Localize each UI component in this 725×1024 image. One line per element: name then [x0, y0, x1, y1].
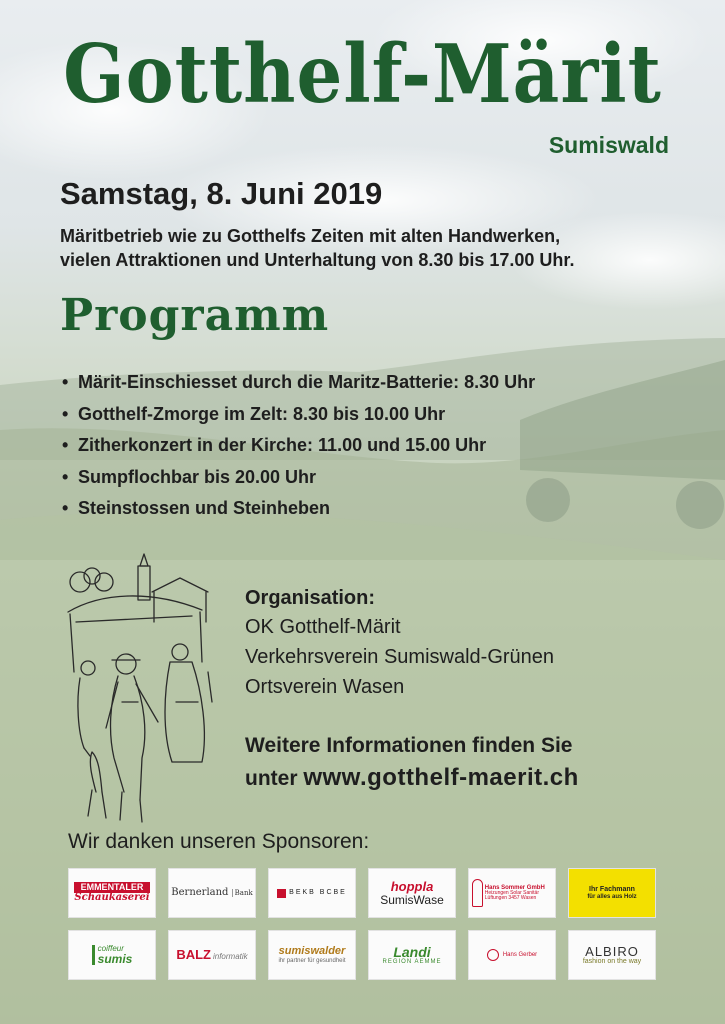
- emmentaler-logo: [68, 868, 156, 918]
- bullet-icon: •: [62, 466, 69, 487]
- bullet-icon: •: [62, 372, 69, 392]
- programm-list: [62, 368, 535, 526]
- organisation-line: Verkehrsverein Sumiswald-Grünen: [245, 646, 555, 668]
- sponsor-name: hoppla: [390, 878, 434, 894]
- list-item: [62, 368, 535, 400]
- coiffeur-sumis-logo: [68, 930, 156, 980]
- info-url-line: [245, 762, 579, 795]
- list-item-text: Märit-Einschiesset durch die Maritz-Batterie: 8.30 Uhr: [78, 372, 536, 392]
- sponsor-name: EMMENTALER: [74, 882, 149, 893]
- albiro-logo: [568, 930, 656, 980]
- bullet-icon: •: [62, 403, 69, 424]
- list-item-text: Steinstossen und Steinheben: [78, 498, 331, 518]
- intro-line-2: vielen Attraktionen und Unterhaltung von 8.30 bis 17.00 Uhr.: [60, 250, 575, 270]
- sponsor-tagline: für alles aus Holz: [587, 893, 637, 900]
- organisation-heading: Organisation:: [245, 587, 376, 609]
- sponsor-tagline: Schaukäserei: [74, 892, 150, 904]
- bullet-icon: •: [62, 498, 69, 518]
- sponsor-name: BEKB BCBE: [289, 889, 347, 897]
- hoppla-logo: [368, 868, 456, 918]
- worker-figure-icon: [472, 879, 483, 907]
- bekb-logo: [268, 868, 356, 918]
- gerber-mark-icon: [487, 949, 499, 961]
- bullet-icon: •: [62, 435, 69, 455]
- event-intro: [60, 224, 574, 272]
- sponsor-name: BALZ: [176, 947, 211, 963]
- sponsor-tagline: Bank: [232, 889, 253, 897]
- list-item-text: Zitherkonzert in der Kirche: 11.00 und 15.00 Uhr: [78, 435, 487, 455]
- intro-line-1: Märitbetrieb wie zu Gotthelfs Zeiten mit alten Handwerken,: [60, 226, 561, 246]
- market-scene-illustration: [62, 552, 227, 827]
- sponsor-name: Bernerland: [171, 886, 229, 898]
- list-item-text: Gotthelf-Zmorge im Zelt: 8.30 bis 10.00 Uhr: [78, 403, 446, 424]
- sponsor-tagline: fashion on the way: [582, 958, 642, 966]
- list-item-text: Sumpflochbar bis 20.00 Uhr: [78, 466, 317, 487]
- sponsor-name: Hans Gerber: [502, 951, 538, 958]
- programm-heading: Programm: [60, 290, 330, 341]
- sponsor-tagline: REGION AEMME: [382, 959, 442, 966]
- poster-subtitle: Sumiswald: [548, 132, 669, 158]
- list-item: [62, 400, 535, 432]
- poster-title: Gotthelf-Märit: [63, 25, 662, 122]
- event-date: Samstag, 8. Juni 2019: [60, 176, 383, 211]
- list-item: [62, 463, 535, 495]
- bernerland-bank-logo: [168, 868, 256, 918]
- sponsor-name: Ihr Fachmann: [589, 886, 635, 894]
- sponsor-name: Hans Sommer GmbH: [484, 884, 545, 891]
- info-prefix: unter: [245, 767, 304, 790]
- sponsor-tagline: ihr partner für gesundheit: [278, 957, 346, 964]
- organisation-block: [245, 584, 554, 702]
- sponsor-tagline: Heizungen Solar Sanitär Lüftungen 3457 Wasen: [484, 889, 539, 902]
- sponsor-name: sumiswalder: [278, 945, 346, 958]
- sponsor-name: Landi: [393, 943, 431, 960]
- list-item: [62, 431, 535, 463]
- organisation-line: OK Gotthelf-Märit: [245, 616, 401, 638]
- sponsor-tagline: sumis: [97, 951, 133, 966]
- website-link[interactable]: www.gotthelf-maerit.ch: [303, 764, 579, 791]
- holzbau-logo: [568, 868, 656, 918]
- sumiswalder-logo: [268, 930, 356, 980]
- bekb-mark-icon: [277, 889, 286, 898]
- sponsor-tagline: SumisWase: [380, 892, 444, 907]
- info-block: [245, 730, 579, 795]
- list-item: [62, 494, 535, 526]
- balz-logo: [168, 930, 256, 980]
- hans-gerber-logo: [468, 930, 556, 980]
- sponsor-name: ALBIRO: [585, 943, 639, 959]
- sponsors-heading: Wir danken unseren Sponsoren:: [68, 830, 370, 853]
- info-line: Weitere Informationen finden Sie: [245, 734, 573, 757]
- landi-logo: [368, 930, 456, 980]
- organisation-line: Ortsverein Wasen: [245, 676, 405, 698]
- hans-sommer-logo: [468, 868, 556, 918]
- sponsor-tagline: informatik: [212, 952, 248, 962]
- sponsor-name: coiffeur: [97, 943, 124, 953]
